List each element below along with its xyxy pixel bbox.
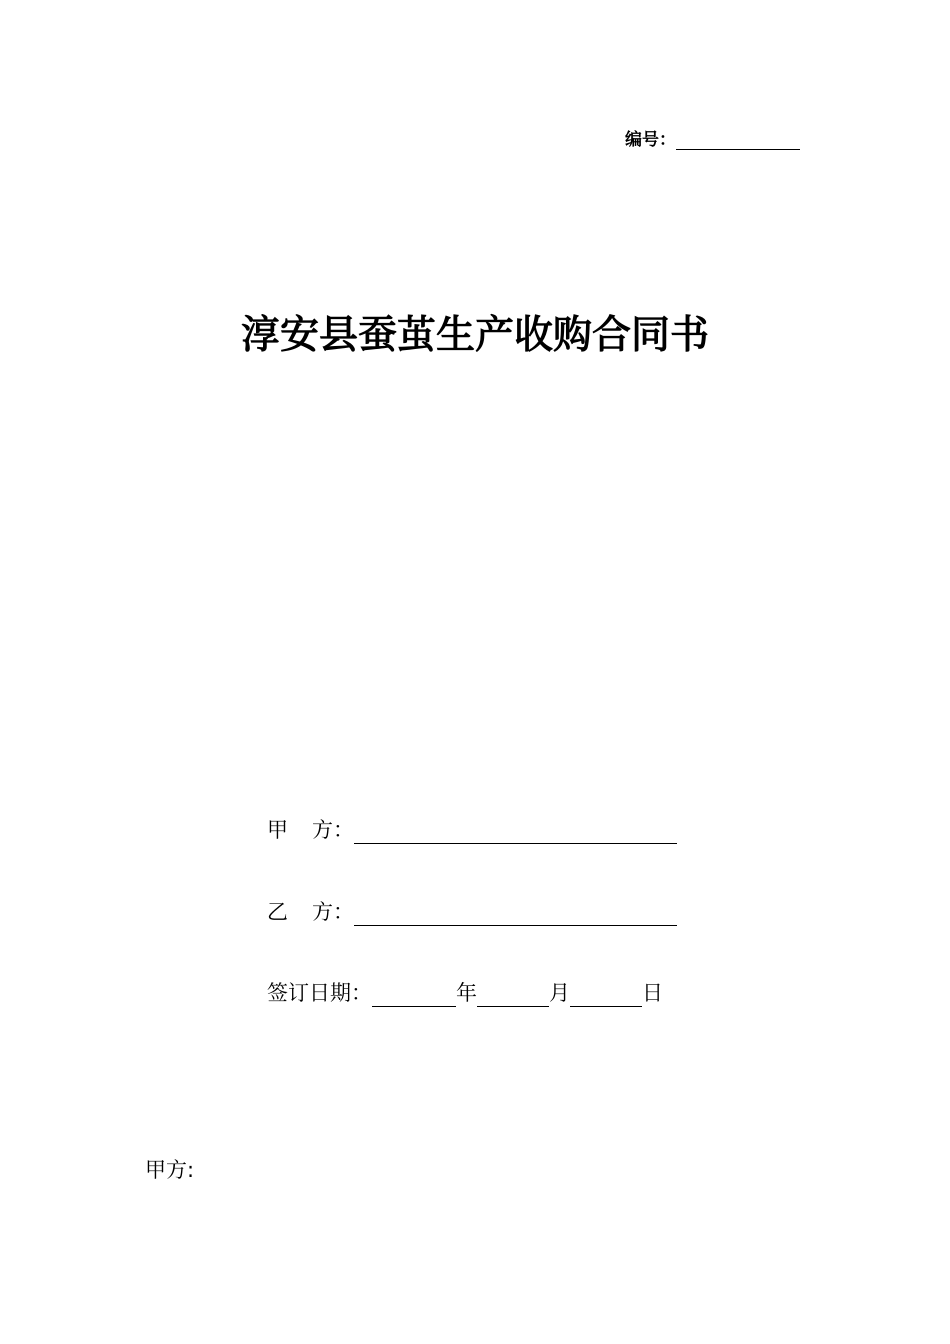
footer-party-a-label: 甲方: xyxy=(145,1158,195,1182)
signing-date-row xyxy=(267,977,663,1007)
contract-number-label: 编号： xyxy=(625,130,676,150)
party-a-row xyxy=(267,814,677,844)
document-title: 淳安县蚕茧生产收购合同书 xyxy=(240,312,709,358)
contract-number-blank xyxy=(676,129,800,150)
signing-date-label: 签订日期： xyxy=(267,981,372,1005)
signing-month-label: 月 xyxy=(549,981,570,1005)
signing-year-label: 年 xyxy=(456,981,477,1005)
party-a-label-first: 甲 xyxy=(267,818,288,842)
party-b-blank xyxy=(354,905,677,926)
party-a-label-second: 方： xyxy=(312,818,354,842)
signing-day-label: 日 xyxy=(642,981,663,1005)
signing-year-blank xyxy=(372,986,456,1007)
party-b-label-first: 乙 xyxy=(267,900,288,924)
signing-month-blank xyxy=(477,986,549,1007)
party-a-blank xyxy=(354,823,677,844)
signing-day-blank xyxy=(570,986,642,1007)
party-b-label-second: 方： xyxy=(312,900,354,924)
party-b-row xyxy=(267,896,677,926)
contract-number-row xyxy=(625,124,800,150)
